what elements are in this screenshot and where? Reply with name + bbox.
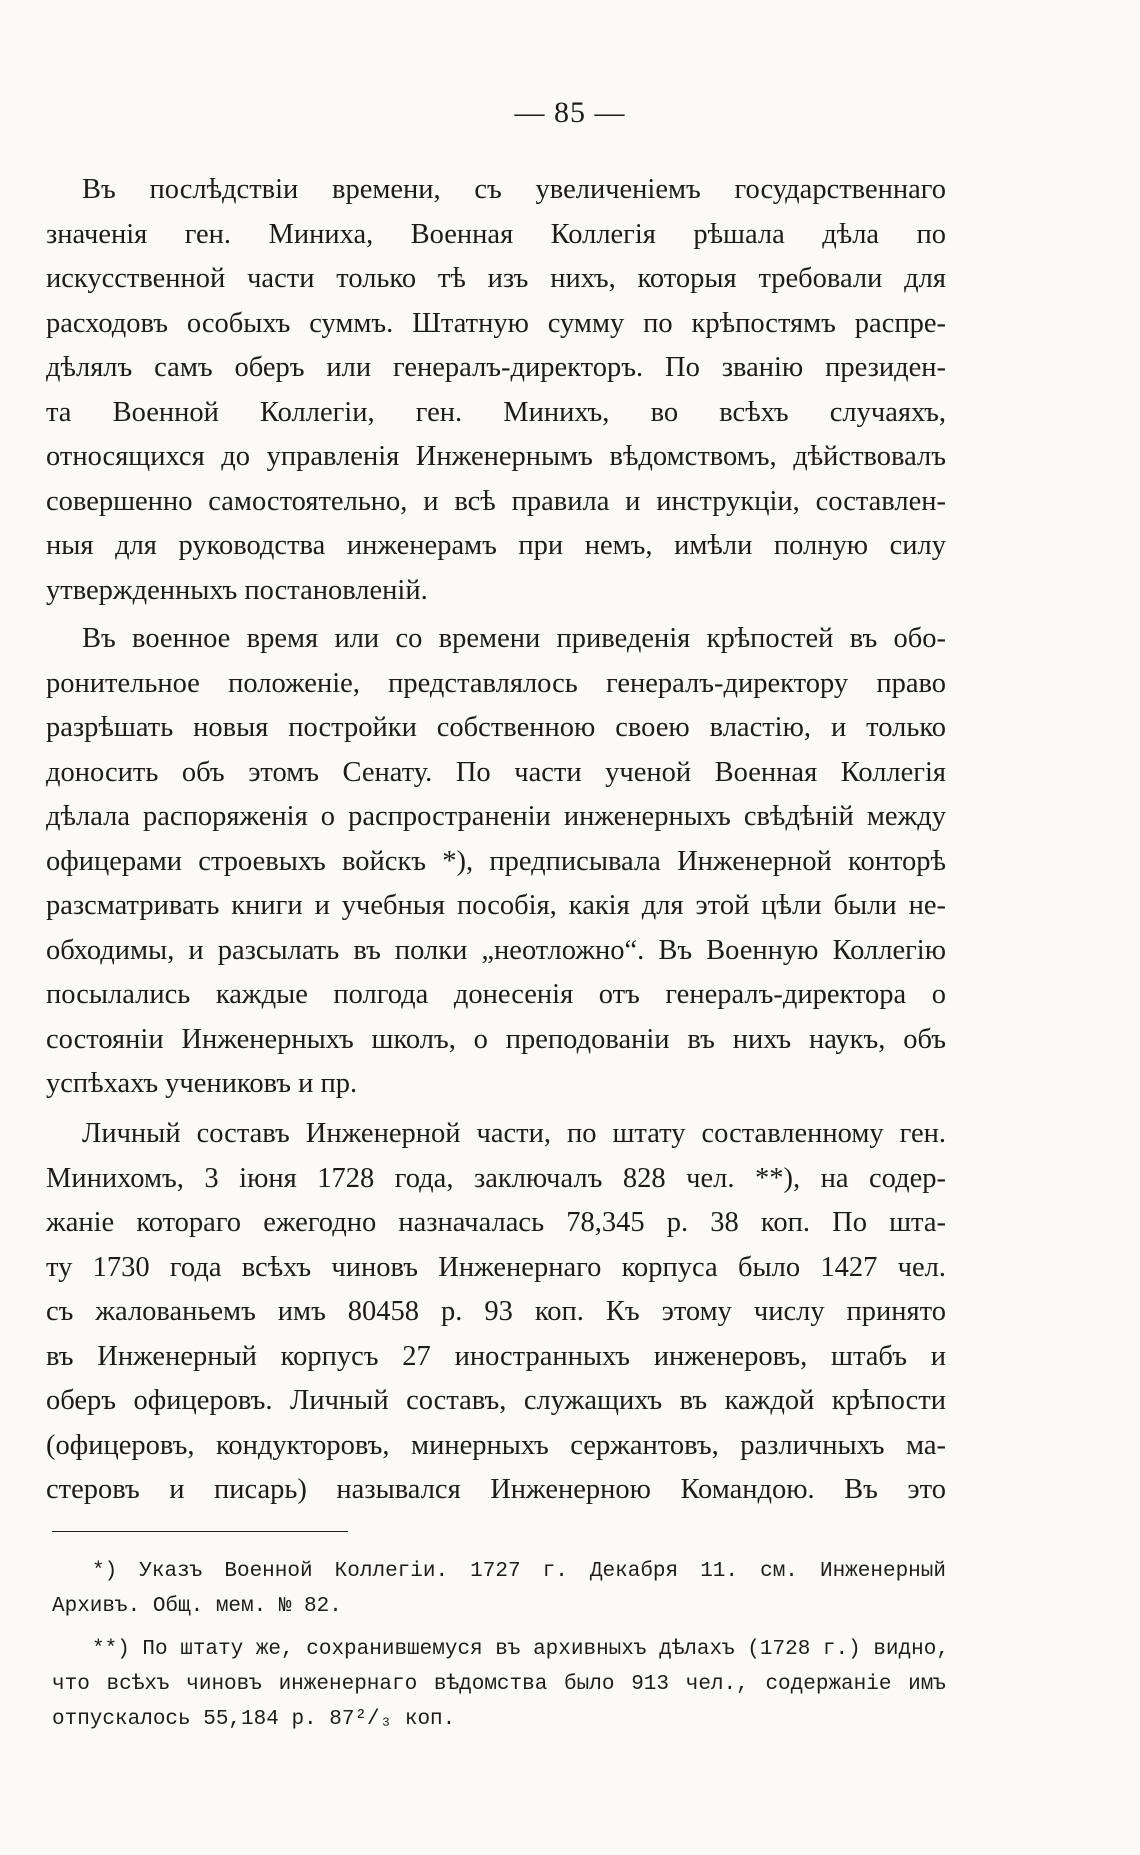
text-line: ныя для руководства инженерамъ при немъ, имѣли полную силу — [46, 530, 946, 561]
text-line: искусственной части только тѣ изъ нихъ, которыя требовали для — [46, 263, 946, 294]
text-line: стеровъ и писарь) назывался Инженерною Командою. Въ это — [46, 1474, 946, 1505]
footnote-divider — [52, 1531, 348, 1532]
text-line: разсматривать книги и учебныя пособія, какія для этой цѣли были не- — [46, 890, 946, 921]
text-line: посылались каждые полгода донесенія отъ генералъ-директора о — [46, 979, 946, 1010]
footnote-line: что всѣхъ чиновъ инженернаго вѣдомства было 913 чел., содержаніе имъ — [52, 1673, 946, 1696]
page-number: — 85 — — [514, 96, 626, 129]
text-line: дѣлялъ самъ оберъ или генералъ-директоръ. По званію президен- — [46, 352, 946, 383]
text-line: дѣлала распоряженія о распространеніи инженерныхъ свѣдѣній между — [46, 801, 946, 832]
text-line: ту 1730 года всѣхъ чиновъ Инженернаго корпуса было 1427 чел. — [46, 1251, 946, 1283]
paragraph-2 — [46, 617, 946, 1107]
text-line: офицерами строевыхъ войскъ *), предписывала Инженерной конторѣ — [46, 845, 946, 877]
text-line: Минихомъ, 3 іюня 1728 года, заключалъ 828 чел. **), на содер- — [46, 1162, 946, 1194]
text-line: та Военной Коллегіи, ген. Минихъ, во всѣхъ случаяхъ, — [46, 396, 946, 428]
text-line: Личный составъ Инженерной части, по штату составленному ген. — [82, 1118, 946, 1149]
text-line: ронительное положеніе, представлялось генералъ-директору право — [46, 667, 946, 699]
footnote-line: Архивъ. Общ. мем. № 82. — [52, 1595, 342, 1618]
footnote-2 — [52, 1632, 949, 1737]
text-line: разрѣшать новыя постройки собственною своею властію, и только — [46, 712, 946, 743]
footnote-line: **) По штату же, сохранившемуся въ архивныхъ дѣлахъ (1728 г.) видно, — [92, 1638, 949, 1661]
footnote-line: отпускалось 55,184 р. 87²/₃ коп. — [52, 1708, 456, 1731]
text-line: успѣхахъ учениковъ и пр. — [46, 1068, 358, 1099]
text-line: обходимы, и разсылать въ полки „неотложно“. Въ Военную Коллегію — [46, 934, 946, 966]
text-line: утвержденныхъ постановленій. — [46, 574, 428, 606]
text-line: съ жалованьемъ имъ 80458 р. 93 коп. Къ этому числу принято — [46, 1296, 946, 1327]
text-line: совершенно самостоятельно, и всѣ правила и инструкціи, составлен- — [46, 485, 946, 517]
text-line: расходовъ особыхъ суммъ. Штатную сумму по крѣпостямъ распре- — [46, 307, 946, 339]
paragraph-1 — [46, 168, 946, 613]
text-line: оберъ офицеровъ. Личный составъ, служащихъ въ каждой крѣпости — [46, 1385, 946, 1416]
text-line: значенія ген. Миниха, Военная Коллегія рѣшала дѣла по — [46, 218, 946, 250]
text-line: въ Инженерный корпусъ 27 иностранныхъ инженеровъ, штабъ и — [46, 1340, 946, 1372]
text-line: Въ военное время или со времени приведенія крѣпостей въ обо- — [82, 623, 946, 654]
text-line: доносить объ этомъ Сенату. По части ученой Военная Коллегія — [46, 756, 946, 788]
text-line: жаніе котораго ежегодно назначалась 78,345 р. 38 коп. По шта- — [46, 1207, 946, 1238]
paragraph-3 — [46, 1112, 946, 1513]
footnote-1 — [52, 1554, 946, 1624]
footnote-line: *) Указъ Военной Коллегіи. 1727 г. Декабря 11. см. Инженерный — [92, 1560, 946, 1583]
text-line: (офицеровъ, кондукторовъ, минерныхъ сержантовъ, различныхъ ма- — [46, 1429, 946, 1461]
text-line: Въ послѣдствіи времени, съ увеличеніемъ государственнаго — [82, 174, 946, 205]
text-line: относящихся до управленія Инженернымъ вѣдомствомъ, дѣйствовалъ — [46, 441, 946, 472]
text-line: состояніи Инженерныхъ школъ, о преподованіи въ нихъ наукъ, объ — [46, 1023, 946, 1055]
